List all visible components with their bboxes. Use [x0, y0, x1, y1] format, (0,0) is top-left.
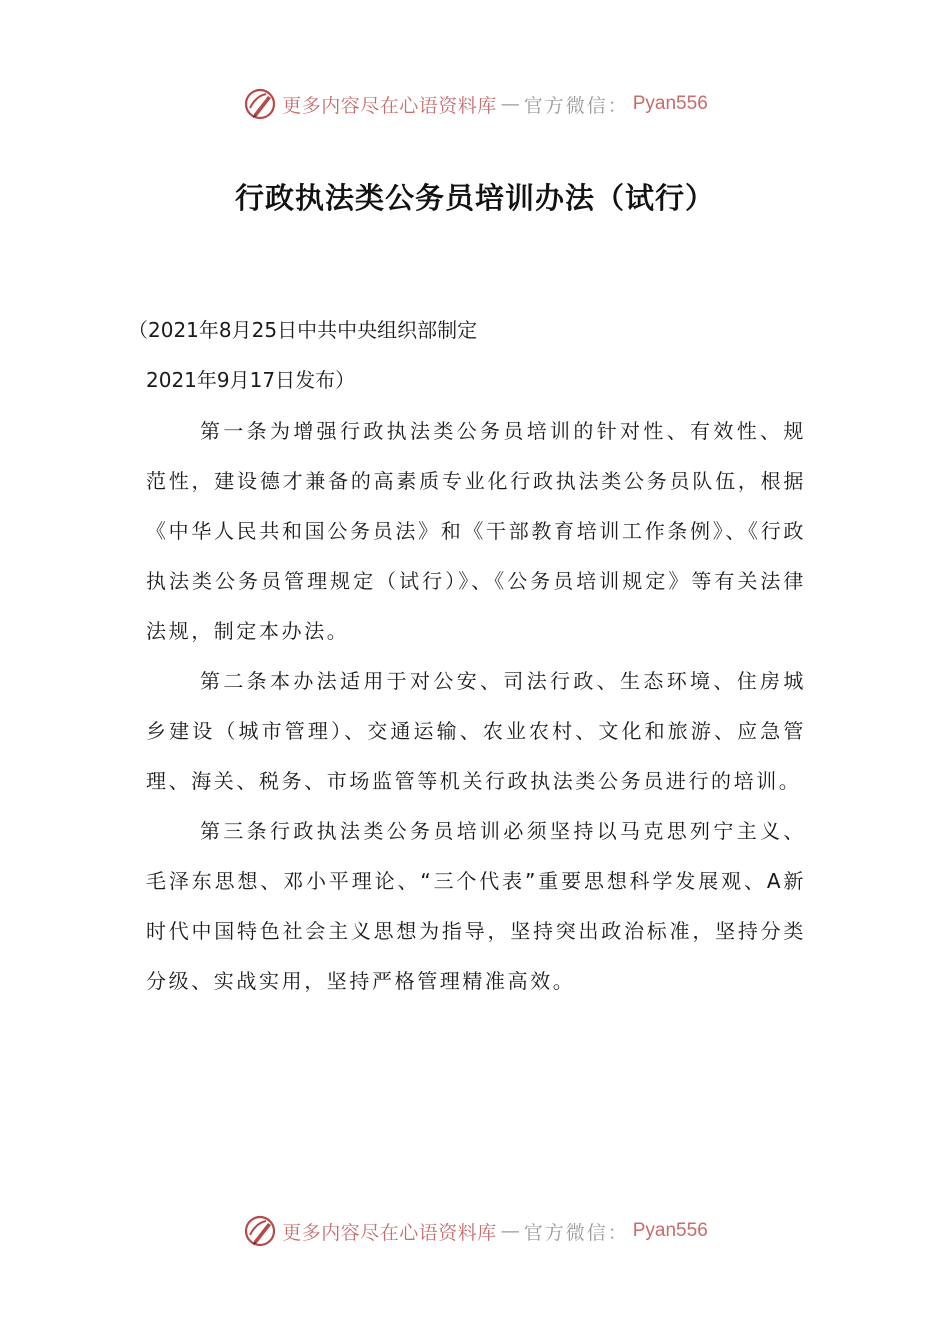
- pen-logo-icon: [242, 86, 278, 122]
- banner: [242, 86, 708, 122]
- banner-text: 更多内容尽在心语资料库: [282, 1221, 497, 1244]
- banner-wechat-label: 官方微信：: [523, 94, 629, 117]
- header-banner: [0, 84, 950, 124]
- banner-dash: —: [500, 1220, 520, 1242]
- document-body: [146, 406, 806, 1006]
- footer-banner: [0, 1211, 950, 1251]
- article-3: 第三条行政执法类公务员培训必须坚持以马克思列宁主义、毛泽东思想、邓小平理论、“三个代表”重要思想科学发展观、A新时代中国特色社会主义思想为指导，坚持突出政治标准，坚持分类分级、实战实用，坚持严格管理精准高效。: [146, 819, 806, 993]
- article-2: 第二条本办法适用于对公安、司法行政、生态环境、住房城乡建设（城市管理）、交通运输、农业农村、文化和旅游、应急管理、海关、税务、市场监管等机关行政执法类公务员进行的培训。: [146, 669, 806, 793]
- banner-dash: —: [500, 93, 520, 115]
- article-1: 第一条为增强行政执法类公务员培训的针对性、有效性、规范性，建设德才兼备的高素质专业化行政执法类公务员队伍，根据《中华人民共和国公务员法》和《干部教育培训工作条例》、《行政执法类公务员管理规定（试行）》、《公务员培训规定》等有关法律法规，制定本办法。: [146, 419, 806, 643]
- document-title: 行政执法类公务员培训办法（试行）: [234, 181, 715, 215]
- banner-wechat-label: 官方微信：: [523, 1221, 629, 1244]
- banner: [242, 1213, 708, 1249]
- pen-logo-icon: [242, 1213, 278, 1249]
- banner-wechat-id: Pyan556: [632, 93, 708, 114]
- meta-line-enacted: （2021年8月25日中共中央组织部制定: [128, 318, 478, 342]
- banner-wechat-id: Pyan556: [632, 1220, 708, 1241]
- banner-text: 更多内容尽在心语资料库: [282, 94, 497, 117]
- meta-line-published: 2021年9月17日发布）: [146, 368, 356, 392]
